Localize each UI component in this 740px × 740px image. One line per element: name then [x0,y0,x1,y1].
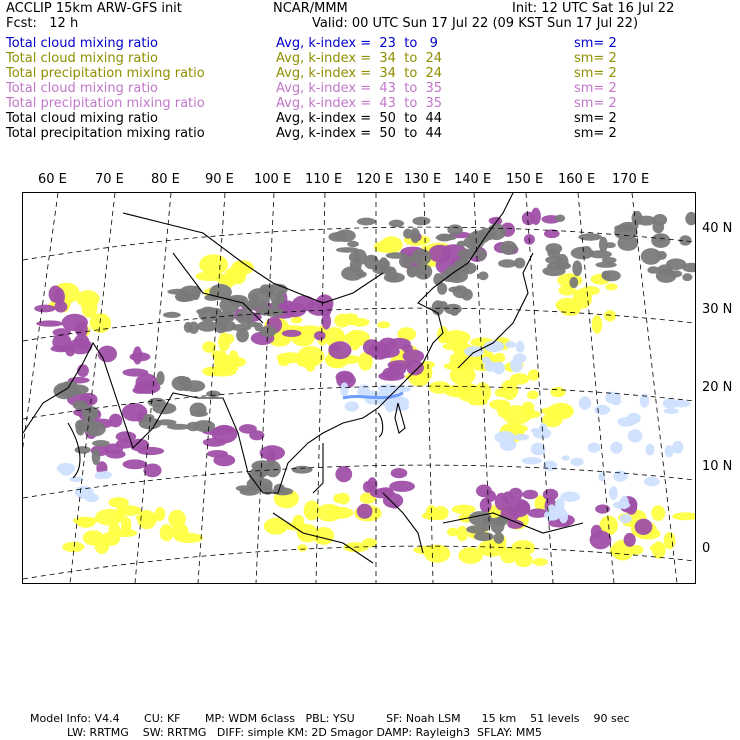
shallow-cloud-area [340,382,348,396]
high-cloud-area [469,230,491,243]
mid-cloud-area [591,525,602,539]
high-cloud-area [655,234,663,243]
high-cloud-area [457,241,467,247]
product-title: ACCLIP 15km ARW-GFS init [6,1,182,16]
shallow-cloud-area [620,514,632,524]
legend-field: Total precipitation mixing ratio [6,126,205,141]
mid-cloud-area [328,341,351,359]
mid-cloud-area [544,229,560,238]
low-cloud-area [493,353,505,363]
high-cloud-area [453,285,468,298]
mid-cloud-area [635,519,653,535]
lon-label: 70 E [95,172,124,187]
shallow-cloud-area [672,441,683,454]
shallow-cloud-area [505,341,516,348]
low-cloud-area [95,509,123,526]
legend-sm: sm= 2 [574,126,617,141]
mid-cloud-area [391,468,408,478]
shallow-cloud-area [492,362,505,375]
mid-cloud-area [133,346,143,364]
low-cloud-area [175,533,204,543]
lat-label: 20 N [702,380,733,395]
lon-label: 130 E [404,172,442,187]
low-cloud-area [316,504,342,522]
model-info-line2: LW: RRTMG SW: RRTMG DIFF: simple KM: 2D Smagor DAMP: Rayleigh3 SFLAY: MM5 [67,726,542,739]
mid-cloud-area [249,430,264,440]
high-cloud-area [572,260,582,276]
high-cloud-area [685,212,695,225]
init-time: Init: 12 UTC Sat 16 Jul 22 [512,1,675,16]
high-cloud-area [249,294,259,308]
high-cloud-area [190,411,208,417]
legend-row [6,51,734,66]
low-cloud-area [429,381,451,394]
low-cloud-area [209,366,238,373]
legend-field: Total precipitation mixing ratio [6,66,205,81]
high-cloud-area [614,225,638,240]
legend-field: Total cloud mixing ratio [6,81,159,96]
mid-cloud-area [522,490,538,500]
legend-field: Total cloud mixing ratio [6,36,159,51]
low-cloud-area [278,358,290,366]
high-cloud-area [494,532,504,544]
legend-row [6,36,734,51]
low-cloud-area [108,497,128,507]
high-cloud-area [469,511,492,526]
low-cloud-area [73,517,98,525]
shallow-cloud-area [85,493,99,502]
mid-cloud-area [133,387,149,394]
high-cloud-area [252,478,273,491]
high-cloud-area [292,466,313,474]
high-cloud-area [411,249,431,266]
legend-sm: sm= 2 [574,111,617,126]
high-cloud-area [641,248,662,265]
high-cloud-area [349,252,361,262]
mid-cloud-area [213,454,235,466]
shallow-cloud-area [522,457,543,464]
coastline [378,413,383,437]
shallow-cloud-area [531,428,540,433]
lon-label: 90 E [205,172,234,187]
high-cloud-area [92,440,110,447]
low-cloud-area [458,547,483,564]
model-info-line1: Model Info: V4.4 CU: KF MP: WDM 6class PBL: YSU SF: Noah LSM 15 km 51 levels 90 sec [30,712,630,725]
shallow-cloud-area [57,463,75,474]
high-cloud-area [256,309,273,316]
legend-avg: Avg, k-index = 43 to 35 [276,81,443,96]
high-cloud-area [478,271,488,280]
high-cloud-area [495,516,508,526]
mid-cloud-area [388,360,413,369]
low-cloud-area [447,528,458,537]
high-cloud-area [578,233,602,240]
shallow-cloud-area [588,443,601,453]
mid-cloud-area [282,330,302,337]
legend-avg: Avg, k-index = 23 to 9 [276,36,438,51]
mid-cloud-area [137,447,164,455]
high-cloud-area [605,242,616,248]
low-cloud-area [380,236,403,253]
parallel-line [23,465,695,498]
legend-row [6,81,734,96]
high-cloud-area [389,220,404,228]
high-cloud-area [156,371,164,385]
mid-cloud-area [389,481,415,492]
high-cloud-area [457,257,470,273]
low-cloud-area [550,387,565,397]
legend-field: Total cloud mixing ratio [6,111,159,126]
legend-field: Total precipitation mixing ratio [6,96,205,111]
legend-row [6,96,734,111]
mid-cloud-area [624,533,636,547]
mid-cloud-area [370,488,395,498]
high-cloud-area [555,215,565,222]
legend-sm: sm= 2 [574,96,617,111]
low-cloud-area [672,512,695,520]
low-cloud-area [229,264,242,282]
shallow-cloud-area [627,413,641,424]
high-cloud-area [556,254,569,269]
lat-label: 40 N [702,221,733,236]
high-cloud-area [198,307,217,322]
legend-avg: Avg, k-index = 50 to 44 [276,111,443,126]
center-title: NCAR/MMM [273,1,348,16]
lon-label: 120 E [356,172,394,187]
legend-sm: sm= 2 [574,36,617,51]
high-cloud-area [589,250,612,258]
low-cloud-area [495,388,511,397]
high-cloud-area [79,401,88,408]
shallow-cloud-area [663,398,678,409]
mid-cloud-area [49,286,63,303]
high-cloud-area [59,381,80,397]
low-cloud-area [422,511,448,520]
low-cloud-area [605,283,617,290]
low-cloud-area [168,510,186,528]
low-cloud-area [502,405,531,424]
legend-sm: sm= 2 [574,51,617,66]
shallow-cloud-area [559,509,568,523]
high-cloud-area [399,255,413,268]
low-cloud-area [528,369,540,380]
low-cloud-area [468,399,487,406]
mid-cloud-area [595,504,610,513]
lon-label: 140 E [454,172,492,187]
high-cloud-area [436,234,452,242]
legend-sm: sm= 2 [574,66,617,81]
mid-cloud-area [116,431,137,442]
high-cloud-area [163,312,181,318]
mid-cloud-area [363,339,380,355]
high-cloud-area [236,485,252,491]
lon-label: 150 E [506,172,544,187]
legend-row [6,111,734,126]
low-cloud-area [305,360,315,372]
high-cloud-area [167,289,188,295]
high-cloud-area [569,277,578,288]
high-cloud-area [271,294,286,304]
legend-sm: sm= 2 [574,81,617,96]
lat-label: 30 N [702,302,733,317]
high-cloud-area [188,322,199,334]
low-cloud-area [351,318,369,327]
shallow-cloud-area [645,444,654,456]
high-cloud-area [444,304,462,315]
mid-cloud-area [51,345,72,352]
low-cloud-area [291,316,303,323]
low-cloud-area [652,541,666,559]
high-cloud-area [447,224,463,235]
low-cloud-area [664,532,676,549]
high-cloud-area [414,264,432,280]
mid-cloud-area [122,368,148,376]
high-cloud-area [682,273,692,281]
valid-time: Valid: 00 UTC Sun 17 Jul 22 (09 KST Sun 17 Jul 22) [312,16,639,31]
high-cloud-area [75,446,91,454]
legend-avg: Avg, k-index = 34 to 24 [276,51,443,66]
legend-avg: Avg, k-index = 34 to 24 [276,66,443,81]
mid-cloud-area [203,438,227,447]
forecast-map [23,193,695,583]
lon-label: 170 E [612,172,650,187]
high-cloud-area [143,414,154,421]
shallow-cloud-area [613,501,630,509]
low-cloud-area [541,407,562,415]
high-cloud-area [85,410,95,419]
high-cloud-area [466,525,486,533]
lon-label: 80 E [151,172,180,187]
high-cloud-area [372,265,394,274]
high-cloud-area [197,321,218,332]
shallow-cloud-area [516,341,525,353]
legend-field: Total cloud mixing ratio [6,51,159,66]
shallow-cloud-area [664,408,679,414]
mid-cloud-area [106,450,126,459]
high-cloud-area [500,241,517,255]
high-cloud-area [75,420,86,431]
low-cloud-area [443,343,461,350]
mid-cloud-area [531,208,541,225]
shallow-cloud-area [579,396,591,410]
lon-label: 110 E [305,172,343,187]
shallow-cloud-area [95,472,106,480]
low-cloud-area [437,326,448,343]
legend-row [6,66,734,81]
low-cloud-area [604,310,616,321]
low-cloud-area [527,390,539,399]
shallow-cloud-area [640,393,650,407]
legend-avg: Avg, k-index = 43 to 35 [276,96,443,111]
high-cloud-area [602,271,611,279]
lat-label: 0 [702,541,711,556]
high-cloud-area [666,258,686,270]
low-cloud-area [218,332,230,351]
shallow-cloud-area [571,458,584,466]
low-cloud-area [95,537,110,554]
lon-label: 100 E [254,172,292,187]
high-cloud-area [403,229,413,239]
low-cloud-area [109,523,121,536]
high-cloud-area [92,449,101,465]
mid-cloud-area [357,504,373,519]
high-cloud-area [206,391,220,398]
mid-cloud-area [123,459,148,469]
shallow-cloud-area [392,396,409,408]
high-cloud-area [227,311,235,321]
map-panel [22,192,696,584]
high-cloud-area [336,247,359,253]
high-cloud-area [498,259,517,267]
low-cloud-area [377,321,390,328]
low-cloud-area [160,524,174,541]
low-cloud-area [444,362,472,370]
low-cloud-area [510,373,530,384]
high-cloud-area [595,262,616,268]
shallow-cloud-area [562,455,570,460]
high-cloud-area [187,422,200,431]
mid-cloud-area [320,308,331,316]
high-cloud-area [172,376,192,391]
shallow-cloud-area [594,405,610,415]
shallow-cloud-area [513,353,526,363]
high-cloud-area [357,218,376,226]
low-cloud-area [424,545,450,563]
shallow-cloud-area [513,434,529,440]
forecast-hour: Fcst: 12 h [6,16,79,31]
high-cloud-area [251,460,274,471]
shallow-cloud-area [500,438,517,451]
low-cloud-area [337,493,350,505]
shallow-cloud-area [345,401,359,411]
high-cloud-area [347,241,359,247]
mid-cloud-area [76,322,88,338]
low-cloud-area [592,315,603,334]
mid-cloud-area [54,301,67,313]
high-cloud-area [335,229,356,242]
lon-label: 160 E [558,172,596,187]
mid-cloud-area [388,338,411,349]
legend-row [6,126,734,141]
low-cloud-area [457,526,469,541]
shallow-cloud-area [609,486,618,500]
legend-avg: Avg, k-index = 50 to 44 [276,126,443,141]
low-cloud-area [62,542,84,552]
low-cloud-area [334,314,350,328]
mid-cloud-area [485,490,496,502]
low-cloud-area [515,553,533,567]
high-cloud-area [545,243,562,254]
low-cloud-area [297,524,318,542]
mid-cloud-area [34,305,55,313]
shallow-cloud-area [628,429,643,442]
low-cloud-area [509,424,528,432]
low-cloud-area [136,514,163,522]
high-cloud-area [254,322,263,331]
shallow-cloud-area [610,442,622,454]
lat-label: 10 N [702,459,733,474]
low-cloud-area [651,505,665,521]
shallow-cloud-area [644,477,660,487]
high-cloud-area [412,217,430,226]
low-cloud-area [76,290,100,307]
high-cloud-area [236,328,249,342]
low-cloud-area [297,544,307,551]
mid-cloud-area [509,488,523,501]
low-cloud-area [533,558,548,566]
mid-cloud-area [335,466,352,482]
meridian-line [23,193,58,583]
high-cloud-area [272,487,293,495]
high-cloud-area [260,284,272,295]
high-cloud-area [476,249,486,261]
high-cloud-area [647,266,659,274]
low-cloud-area [556,298,580,313]
mid-cloud-area [314,331,326,340]
high-cloud-area [670,270,683,277]
lon-label: 60 E [38,172,67,187]
low-cloud-area [452,505,476,514]
